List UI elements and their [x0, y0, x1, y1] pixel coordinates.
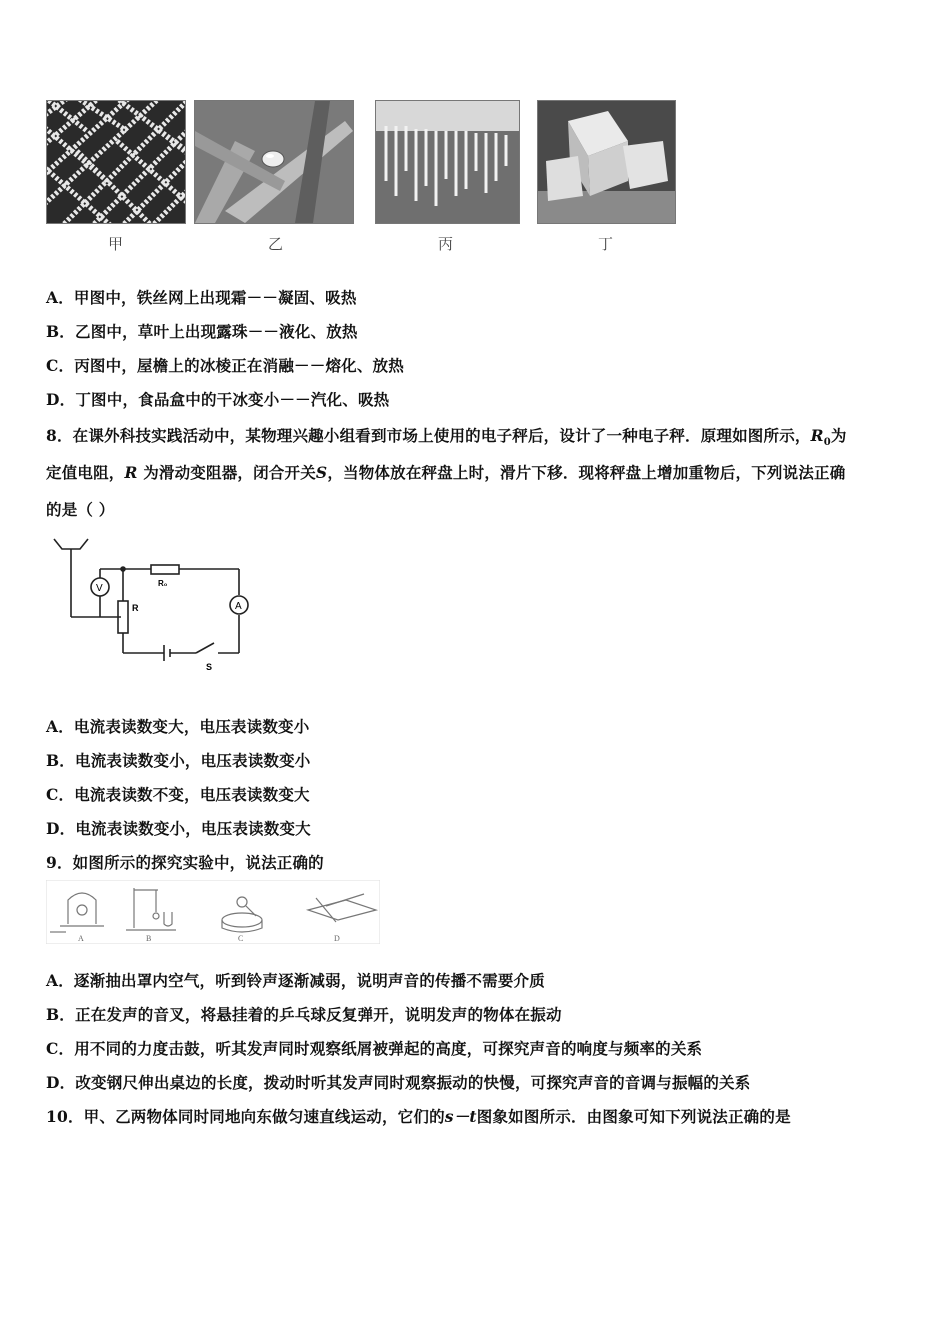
q8-option-d: D．电流表读数变小，电压表读数变大 — [46, 819, 311, 838]
photo-dry-ice — [537, 100, 676, 224]
fixed-resistor-label: R₀ — [158, 579, 168, 588]
q9-option-b: B．正在发声的音叉，将悬挂着的乒乓球反复弹开，说明发声的物体在振动 — [46, 1005, 562, 1024]
q7-option-b: B．乙图中，草叶上出现露珠－－液化、放热 — [46, 322, 358, 341]
rheostat-label: R — [132, 603, 139, 613]
q8-option-a: A．电流表读数变大，电压表读数变小 — [46, 717, 310, 736]
caption-ding: 丁 — [598, 235, 614, 253]
q9-label-b: B — [146, 934, 152, 943]
q7-option-d: D．丁图中，食品盒中的干冰变小－－汽化、吸热 — [46, 390, 390, 409]
q8-option-c: C．电流表读数不变，电压表读数变大 — [46, 785, 310, 804]
caption-yi: 乙 — [268, 235, 284, 253]
q8-stem-line1: 8．在课外科技实践活动中，某物理兴趣小组看到市场上使用的电子秤后，设计了一种电子秤．原理如图所示，$R_0$为 — [46, 426, 847, 449]
q8-circuit-diagram — [46, 535, 256, 675]
ammeter-label: A — [235, 601, 242, 612]
q9-label-d: D — [334, 934, 340, 943]
caption-jia: 甲 — [108, 235, 124, 253]
q7-option-c: C．丙图中，屋檐上的冰棱正在消融－－熔化、放热 — [46, 356, 404, 375]
caption-bing: 丙 — [438, 235, 454, 253]
q9-figure — [46, 880, 380, 944]
q9-option-a: A．逐渐抽出罩内空气，听到铃声逐渐减弱，说明声音的传播不需要介质 — [46, 971, 545, 990]
q8-stem-line3: 的是（ ） — [46, 500, 115, 519]
q9-label-c: C — [238, 934, 244, 943]
q8-option-b: B．电流表读数变小，电压表读数变小 — [46, 751, 311, 770]
photo-frost-mesh — [46, 100, 186, 224]
q8-stem-line2: 定值电阻，R 为滑动变阻器，闭合开关S，当物体放在秤盘上时，滑片下移．现将秤盘上增加重物后，下列说法正确 — [46, 463, 846, 482]
q9-label-a: A — [78, 934, 84, 943]
q10-stem: 10．甲、乙两物体同时同地向东做匀速直线运动，它们的s－t图象如图所示．由图象可知下列说法正确的是 — [46, 1107, 791, 1126]
q7-option-a: A．甲图中，铁丝网上出现霜－－凝固、吸热 — [46, 288, 357, 307]
q9-option-c: C．用不同的力度击鼓，听其发声同时观察纸屑被弹起的高度，可探究声音的响度与频率的关系 — [46, 1039, 703, 1058]
q9-option-d: D．改变钢尺伸出桌边的长度，拨动时听其发声同时观察振动的快慢，可探究声音的音调与振幅的关系 — [46, 1073, 751, 1092]
switch-label: S — [206, 662, 213, 672]
photo-dew-grass — [194, 100, 354, 224]
photo-icicles — [375, 100, 520, 224]
q9-stem: 9．如图所示的探究实验中，说法正确的 — [46, 853, 324, 872]
voltmeter-label: V — [96, 583, 103, 594]
